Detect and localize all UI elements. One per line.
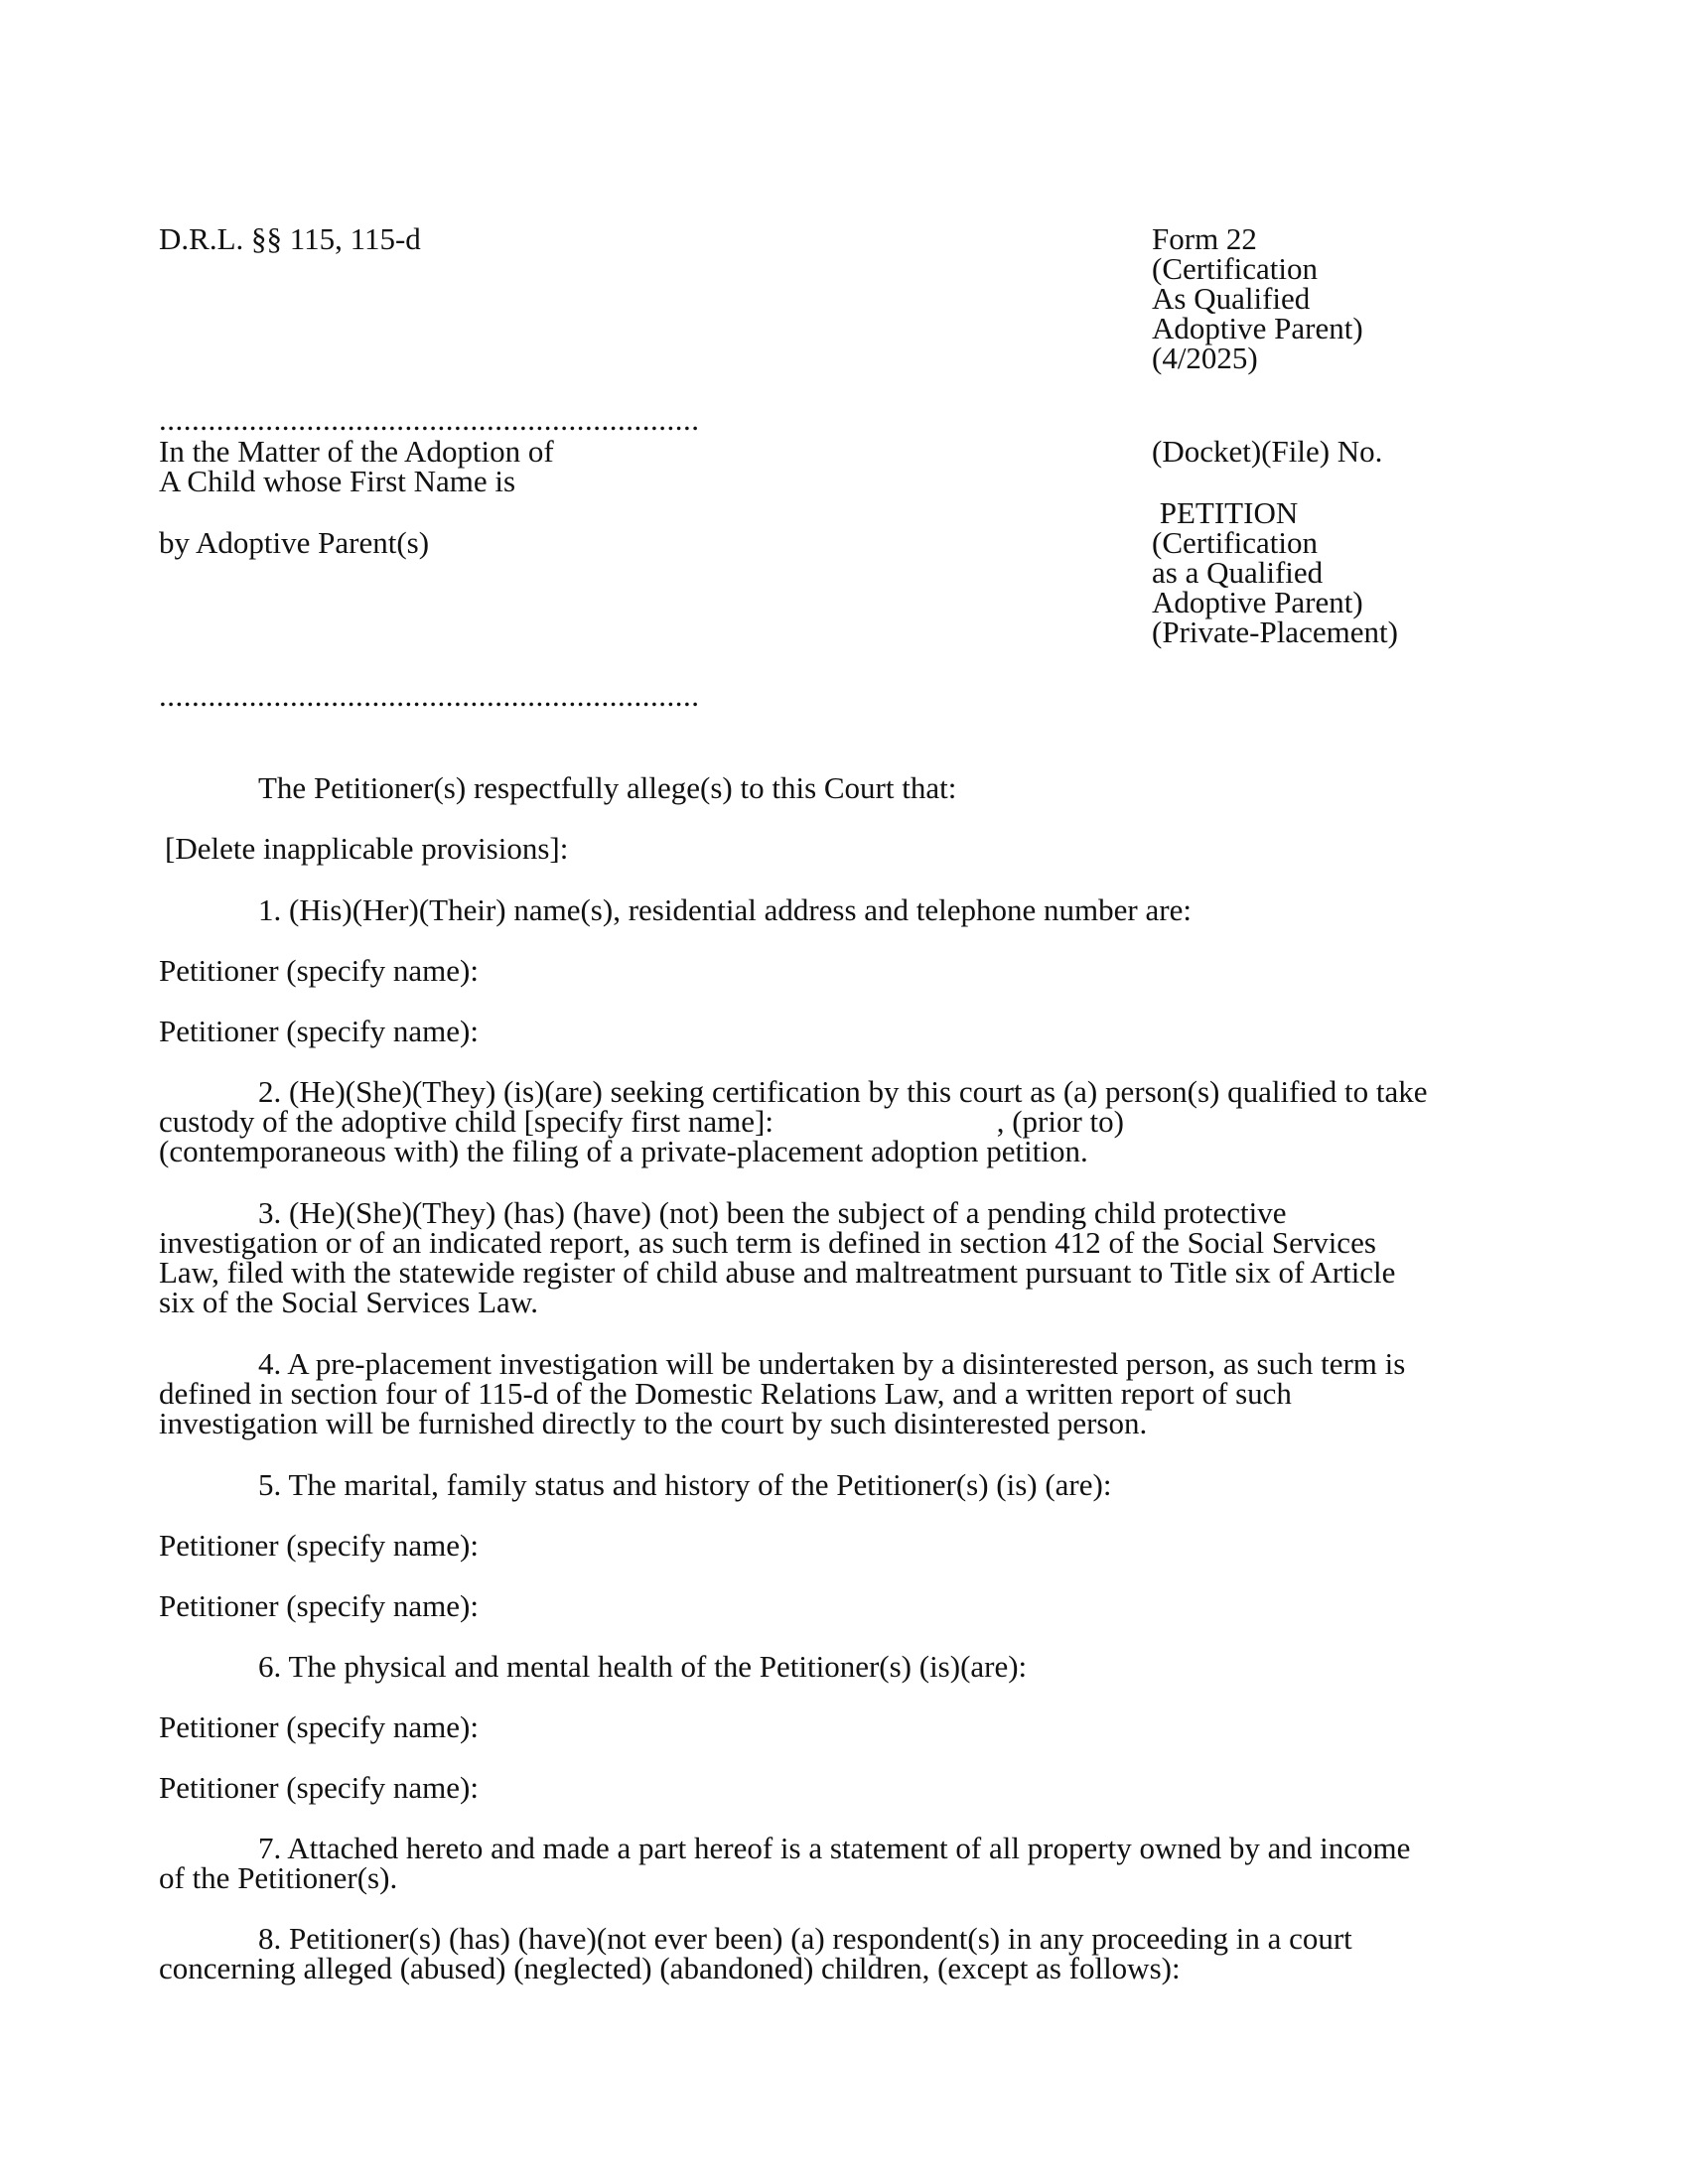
- paragraph-4-line: 4. A pre-placement investigation will be undertaken by a disinterested person, as such term is: [258, 1346, 1406, 1381]
- paragraph-8-line: concerning alleged (abused) (neglected) (abandoned) children, (except as follows):: [159, 1951, 1181, 1985]
- paragraph-4-line: defined in section four of 115-d of the Domestic Relations Law, and a written report of such: [159, 1376, 1292, 1411]
- petition-title-line: PETITION: [1152, 495, 1299, 530]
- petitioner-name-field: Petitioner (specify name):: [159, 1014, 479, 1048]
- form-line: Form 22: [1152, 221, 1257, 256]
- petition-title: [1152, 495, 1398, 649]
- paragraph-3-line: Law, filed with the statewide register of child abuse and maltreatment pursuant to Title six of Article: [159, 1255, 1396, 1290]
- paragraph-2-line: (contemporaneous with) the filing of a private-placement adoption petition.: [159, 1134, 1088, 1168]
- docket-number-label: (Docket)(File) No.: [1152, 434, 1383, 469]
- paragraph-2-line: custody of the adoptive child [specify first name]: , (prior to): [159, 1104, 1124, 1139]
- form-line: Adoptive Parent): [1152, 311, 1363, 345]
- paragraph-3-line: 3. (He)(She)(They) (has) (have) (not) been the subject of a pending child protective: [258, 1195, 1287, 1230]
- paragraph-3: [159, 1195, 1396, 1319]
- petition-title-line: (Private-Placement): [1152, 614, 1398, 649]
- form-line: (4/2025): [1152, 341, 1258, 375]
- paragraph-6: 6. The physical and mental health of the Petitioner(s) (is)(are):: [258, 1649, 1028, 1684]
- paragraph-8-line: 8. Petitioner(s) (has) (have)(not ever been) (a) respondent(s) in any proceeding in a court: [258, 1921, 1352, 1956]
- petitioner-name-field: Petitioner (specify name):: [159, 1709, 479, 1744]
- petition-title-line: (Certification: [1152, 525, 1318, 560]
- paragraph-8: [159, 1921, 1352, 1985]
- paragraph-7-line: of the Petitioner(s).: [159, 1860, 398, 1895]
- caption-matter-line: In the Matter of the Adoption of: [159, 434, 554, 469]
- form-identifier: [1152, 221, 1363, 375]
- paragraph-2: [159, 1074, 1428, 1168]
- paragraph-1: 1. (His)(Her)(Their) name(s), residential address and telephone number are:: [258, 892, 1192, 927]
- paragraph-3-line: six of the Social Services Law.: [159, 1285, 538, 1319]
- caption-dotted-line-top: ..................................................................: [159, 405, 700, 435]
- caption-by-adoptive-parents: by Adoptive Parent(s): [159, 525, 430, 560]
- caption-dotted-line-bottom: ..................................................................: [159, 681, 700, 711]
- petition-title-line: as a Qualified: [1152, 555, 1324, 590]
- form-line: As Qualified: [1152, 281, 1311, 316]
- form-line: (Certification: [1152, 251, 1318, 286]
- paragraph-7-line: 7. Attached hereto and made a part hereof is a statement of all property owned by and income: [258, 1831, 1411, 1865]
- petitioner-name-field: Petitioner (specify name):: [159, 953, 479, 988]
- instruction-note: [Delete inapplicable provisions]:: [165, 831, 569, 866]
- intro-statement: The Petitioner(s) respectfully allege(s) to this Court that:: [258, 770, 957, 805]
- statute-reference: D.R.L. §§ 115, 115-d: [159, 221, 421, 256]
- paragraph-3-line: investigation or of an indicated report, as such term is defined in section 412 of the Social Services: [159, 1225, 1376, 1260]
- petition-title-line: Adoptive Parent): [1152, 585, 1363, 619]
- caption-matter-line: A Child whose First Name is: [159, 464, 516, 498]
- petitioner-name-field: Petitioner (specify name):: [159, 1588, 479, 1623]
- paragraph-7: [159, 1831, 1411, 1895]
- petitioner-name-field: Petitioner (specify name):: [159, 1528, 479, 1563]
- paragraph-2-line: 2. (He)(She)(They) (is)(are) seeking certification by this court as (a) person(s) qualified to take: [258, 1074, 1428, 1109]
- paragraph-4-line: investigation will be furnished directly to the court by such disinterested person.: [159, 1406, 1148, 1440]
- caption-matter: [159, 434, 554, 498]
- petitioner-name-field: Petitioner (specify name):: [159, 1770, 479, 1805]
- paragraph-4: [159, 1346, 1406, 1440]
- paragraph-5: 5. The marital, family status and history of the Petitioner(s) (is) (are):: [258, 1467, 1112, 1502]
